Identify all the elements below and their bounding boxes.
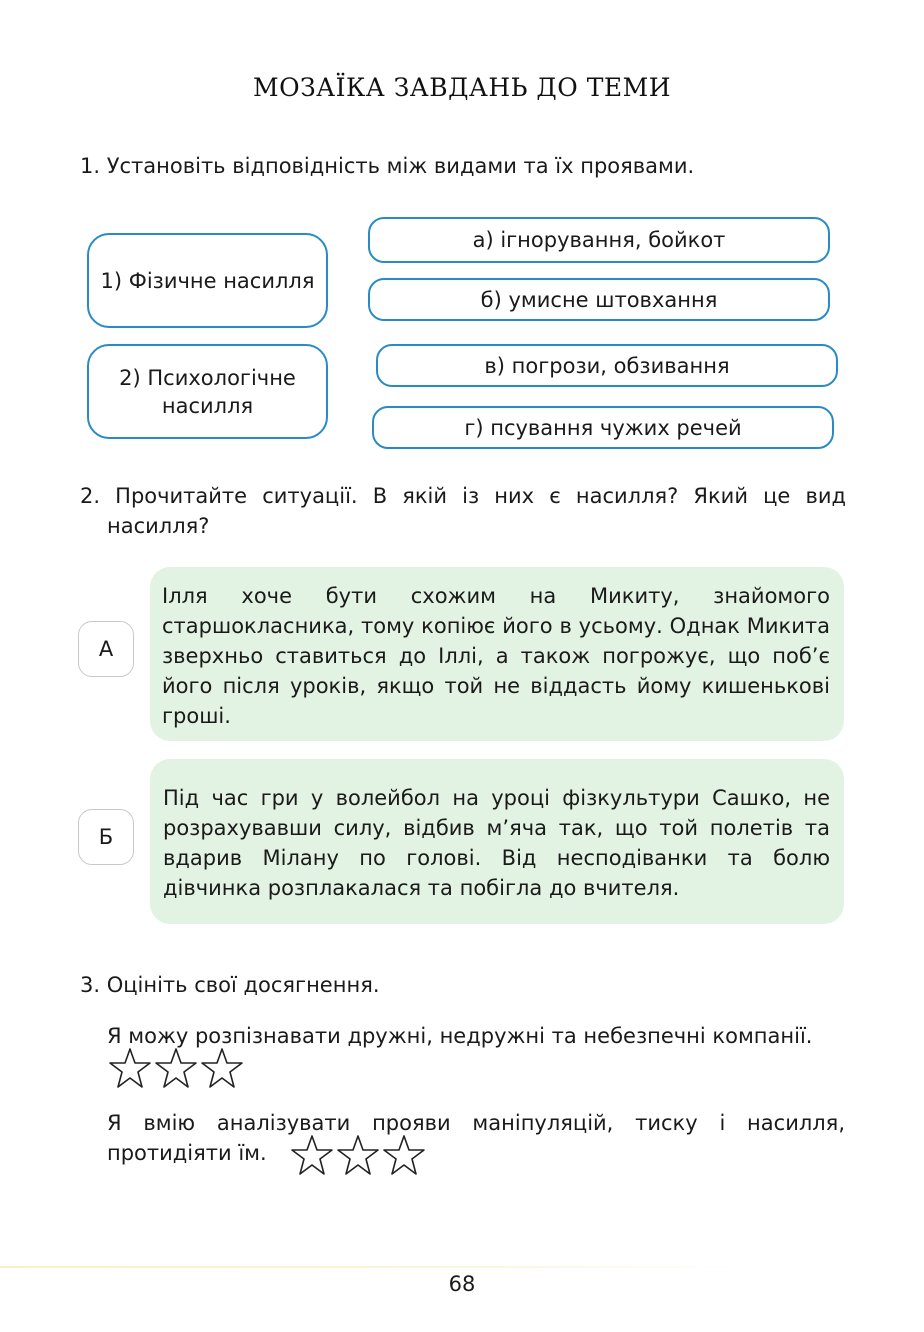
type-box-physical[interactable] [87, 233, 328, 328]
star-outline-icon[interactable] [154, 1047, 198, 1089]
self-assessment-statement-2: Я вмію аналізувати прояви маніпуляцій, тиску і насилля, протидіяти їм. [107, 1111, 845, 1165]
situation-text: Під час гри у волейбол на уроці фізкультури Сашко, не розрахувавши силу, відбив м’яча так, що той полетів та вдарив Мілану по голові. Від несподіванки та болю дівчинка розплакалася та побігла до вчителя. [163, 786, 830, 900]
footer-divider [0, 1266, 740, 1268]
situation-card-a [150, 567, 844, 741]
option-label: б) умисне штовхання [480, 287, 718, 312]
task3-question: 3. Оцініть свої досягнення. [80, 973, 380, 997]
option-label: в) погрози, обзивання [484, 353, 730, 378]
star-outline-icon[interactable] [200, 1047, 244, 1089]
page-number: 68 [448, 1272, 476, 1296]
option-label: г) псування чужих речей [464, 415, 742, 440]
option-box-a[interactable] [368, 217, 830, 263]
star-rating-1[interactable] [108, 1047, 244, 1089]
type-label: 1) Фізичне насилля [100, 268, 315, 293]
star-rating-2[interactable] [290, 1134, 426, 1176]
situation-text: Ілля хоче бути схожим на Микиту, знайомого старшокласника, тому копіює його в усьому. Однак Микита зверхньо ставиться до Іллі, а також погрожує, що поб’є його після уроків, якщо той не віддасть йому кишенькові гроші. [162, 584, 830, 728]
situation-marker-a: А [78, 621, 134, 677]
situation-card-b [150, 759, 844, 924]
task2-question: 2. Прочитайте ситуації. В якій із них є насилля? Який це вид насилля? [80, 484, 846, 538]
option-box-v[interactable] [376, 344, 838, 387]
page-title: МОЗАЇКА ЗАВДАНЬ ДО ТЕМИ [252, 73, 672, 102]
situation-marker-b: Б [78, 809, 134, 865]
type-label: 2) Психологічне насилля [119, 365, 296, 418]
option-label: а) ігнорування, бойкот [472, 228, 726, 252]
star-outline-icon[interactable] [290, 1134, 334, 1176]
type-box-psychological[interactable] [87, 344, 328, 439]
star-outline-icon[interactable] [108, 1047, 152, 1089]
self-assessment-statement-1: Я можу розпізнавати дружні, недружні та небезпечні компанії. [107, 1024, 813, 1048]
task1-question: 1. Установіть відповідність між видами та їх проявами. [80, 154, 695, 178]
option-box-g[interactable] [372, 406, 834, 449]
star-outline-icon[interactable] [382, 1134, 426, 1176]
star-outline-icon[interactable] [336, 1134, 380, 1176]
option-box-b[interactable] [368, 278, 830, 321]
